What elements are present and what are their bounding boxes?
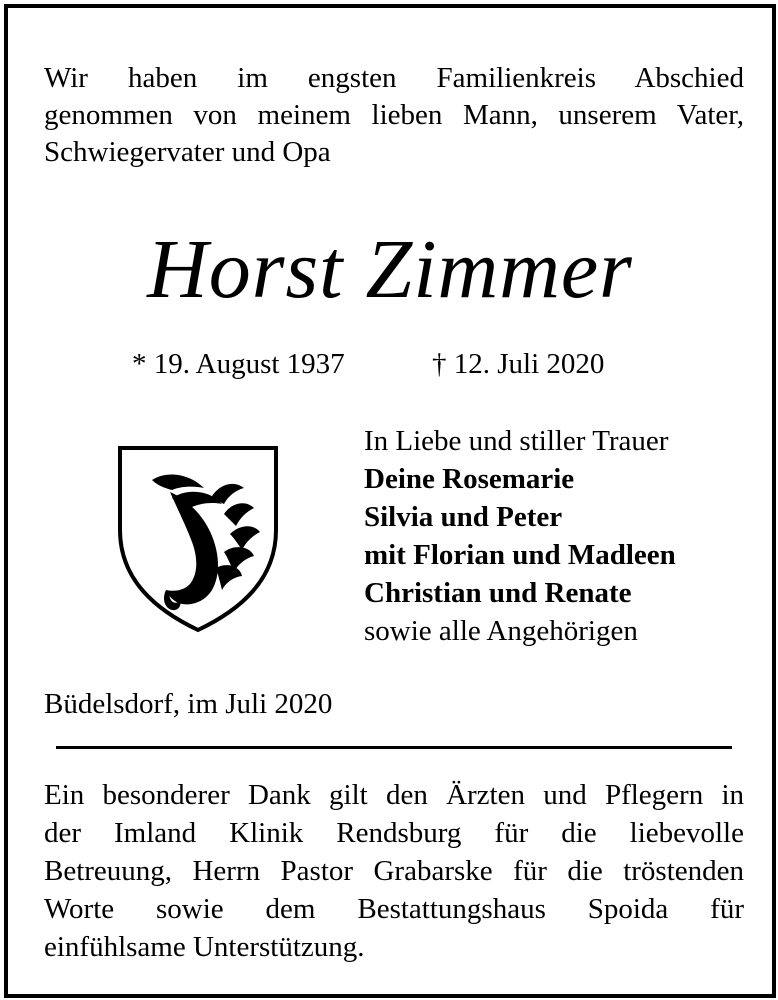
mourners-opening: In Liebe und stiller Trauer [364,425,669,457]
mourner-name: mit Florian und Madleen [364,539,676,571]
place-date: Büdelsdorf, im Juli 2020 [44,688,333,720]
intro-line-2: genommen von meinem lieben Mann, unserem Vater, [44,99,744,131]
mourners-closing: sowie alle Angehörigen [364,615,638,647]
birth-date: * 19. August 1937 [132,348,345,380]
intro-line-3: Schwiegervater und Opa [44,136,331,168]
thanks-line-5: einfühlsame Unterstützung. [44,931,365,963]
thanks-line-2: der Imland Klinik Rendsburg für die liebevolle [44,817,744,849]
mourner-name: Silvia und Peter [364,501,563,533]
thanks-text [44,776,744,966]
mourner-name: Christian und Renate [364,577,632,609]
obituary-notice [4,4,776,998]
mourners-list [364,422,744,650]
thanks-line-1: Ein besonderer Dank gilt den Ärzten und Pflegern in [44,779,744,811]
intro-text [44,60,744,171]
divider-line [56,746,732,749]
intro-line-1: Wir haben im engsten Familienkreis Abschied [44,62,744,94]
coat-of-arms-wing-icon [112,440,284,636]
mourner-name: Deine Rosemarie [364,463,575,495]
thanks-line-3: Betreuung, Herrn Pastor Grabarske für die tröstenden [44,855,744,887]
death-date: † 12. Juli 2020 [432,348,605,380]
thanks-line-4: Worte sowie dem Bestattungshaus Spoida für [44,893,744,925]
deceased-name: Horst Zimmer [147,223,633,316]
